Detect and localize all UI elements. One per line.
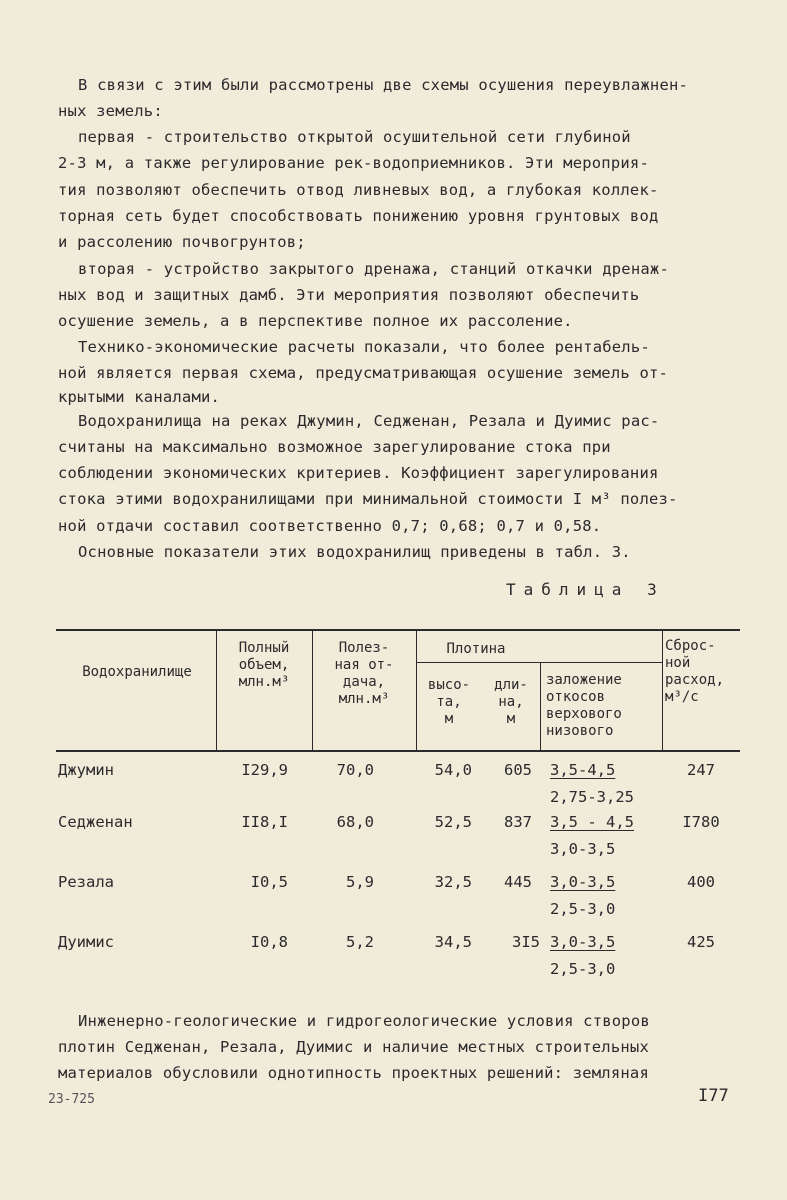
row-volume: I0,5	[250, 873, 288, 891]
table-caption: Таблица 3	[506, 580, 665, 599]
text-line: ной отдачи составил соответственно 0,7; 0,68; 0,7 и 0,58.	[58, 517, 602, 535]
text-line: ной является первая схема, предусматривающая осушение земель от-	[58, 364, 669, 382]
row-useful: 5,2	[346, 933, 374, 951]
row-length: 605	[504, 761, 532, 779]
header-reservoir: Водохранилище	[82, 664, 192, 680]
row-volume: II8,I	[241, 813, 288, 831]
row-useful: 68,0	[336, 813, 374, 831]
text-line: Основные показатели этих водохранилищ приведены в табл. 3.	[78, 543, 631, 561]
text-line: стока этими водохранилищами при минимальной стоимости I м³ полез-	[58, 490, 678, 508]
row-slope-down: 2,5-3,0	[550, 900, 616, 918]
text-line: В связи с этим были рассмотрены две схемы осушения переувлажнен-	[78, 76, 689, 94]
row-length: 3I5	[512, 933, 540, 951]
row-height: 34,5	[434, 933, 472, 951]
text-line: тия позволяют обеспечить отвод ливневых вод, а глубокая коллек-	[58, 181, 659, 199]
text-line: ных земель:	[58, 102, 163, 120]
column-divider	[662, 631, 663, 751]
text-line: торная сеть будет способствовать понижению уровня грунтовых вод	[58, 207, 659, 225]
text-line: материалов обусловили однотипность проектных решений: земляная	[58, 1064, 649, 1082]
row-useful: 70,0	[336, 761, 374, 779]
row-length: 445	[504, 873, 532, 891]
row-height: 52,5	[434, 813, 472, 831]
row-slope-down: 3,0-3,5	[550, 840, 616, 858]
row-height: 32,5	[434, 873, 472, 891]
row-slope-up: 3,5-4,5	[550, 761, 616, 779]
row-useful: 5,9	[346, 873, 374, 891]
table-top-rule	[56, 629, 740, 631]
text-line: первая - строительство открытой осушительной сети глубиной	[78, 128, 631, 146]
header-discharge: Сброс- ной расход, м³/с	[665, 638, 725, 705]
page-number: I77	[698, 1086, 729, 1106]
row-name: Джумин	[58, 761, 114, 779]
text-line: Технико-экономические расчеты показали, что более рентабель-	[78, 338, 650, 356]
row-name: Резала	[58, 873, 114, 891]
dam-header-rule	[416, 662, 662, 663]
text-line: Водохранилища на реках Джумин, Седженан, Резала и Дуимис рас-	[78, 412, 660, 430]
text-line: Инженерно-геологические и гидрогеологические условия створов	[78, 1012, 650, 1030]
row-discharge: 400	[687, 873, 715, 891]
row-discharge: 425	[687, 933, 715, 951]
text-line: осушение земель, а в перспективе полное их рассоление.	[58, 312, 573, 330]
row-slope-up: 3,0-3,5	[550, 933, 616, 951]
text-line: соблюдении экономических критериев. Коэффициент зарегулирования	[58, 464, 659, 482]
row-slope-down: 2,5-3,0	[550, 960, 616, 978]
text-line: 2-3 м, а также регулирование рек-водоприемников. Эти мероприя-	[58, 154, 649, 172]
row-name: Седженан	[58, 813, 133, 831]
text-line: крытыми каналами.	[58, 388, 221, 406]
text-line: вторая - устройство закрытого дренажа, станций откачки дренаж-	[78, 260, 669, 278]
row-slope-up: 3,0-3,5	[550, 873, 616, 891]
row-volume: I0,8	[250, 933, 288, 951]
column-divider	[540, 662, 541, 751]
row-height: 54,0	[434, 761, 472, 779]
text-line: считаны на максимально возможное зарегулирование стока при	[58, 438, 611, 456]
header-height: высо- та, м	[427, 677, 471, 727]
row-length: 837	[504, 813, 532, 831]
text-line: плотин Седженан, Резала, Дуимис и наличие местных строительных	[58, 1038, 649, 1056]
text-line: ных вод и защитных дамб. Эти мероприятия позволяют обеспечить	[58, 286, 640, 304]
header-volume: Полный объем, млн.м³	[238, 640, 290, 690]
header-dam: Плотина	[446, 641, 506, 657]
header-length: дли- на, м	[494, 677, 528, 727]
footer-code: 23-725	[48, 1092, 95, 1107]
table-header-bottom-rule	[56, 750, 740, 752]
row-slope-down: 2,75-3,25	[550, 788, 634, 806]
header-useful: Полез- ная от- дача, млн.м³	[334, 640, 394, 707]
header-slopes: заложение откосов верхового низового	[546, 672, 622, 739]
row-discharge: I780	[682, 813, 720, 831]
row-volume: I29,9	[241, 761, 288, 779]
row-name: Дуимис	[58, 933, 114, 951]
row-discharge: 247	[687, 761, 715, 779]
text-line: и рассолению почвогрунтов;	[58, 233, 306, 251]
row-slope-up: 3,5 - 4,5	[550, 813, 634, 831]
